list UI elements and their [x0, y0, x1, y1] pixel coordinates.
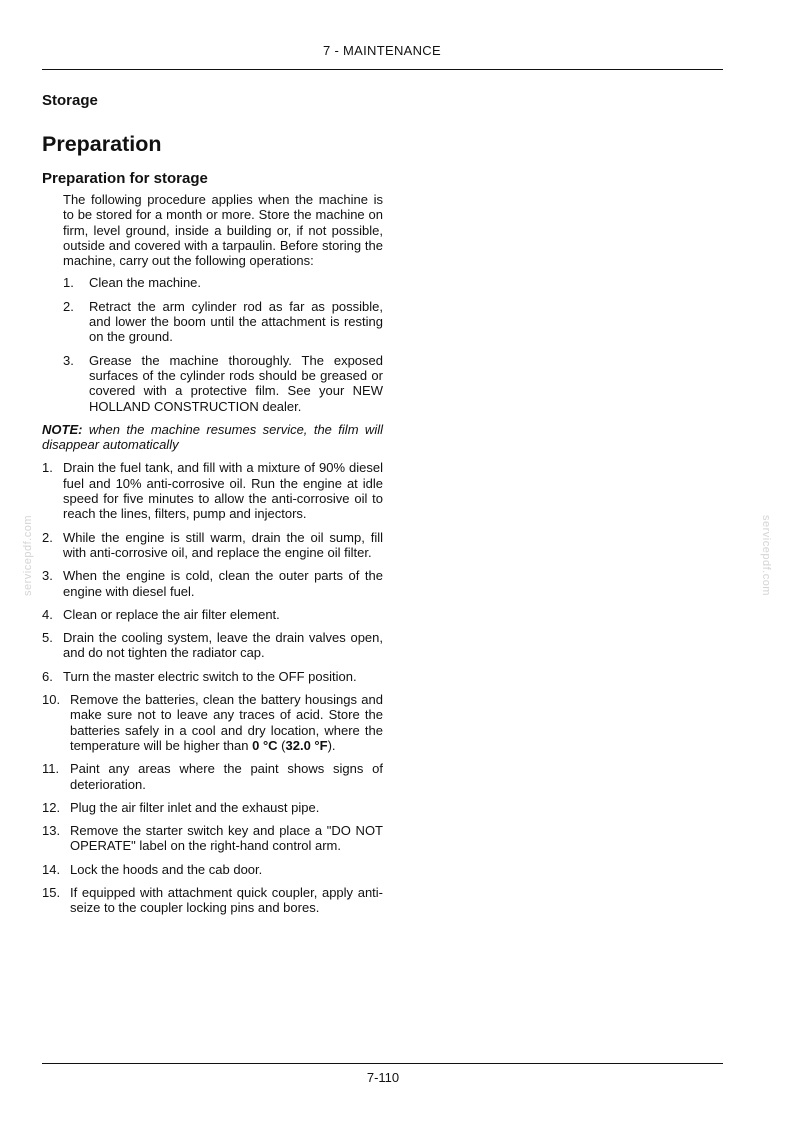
list-item [42, 800, 383, 815]
list-item-number: 11. [42, 761, 60, 777]
list-item-number: 12. [42, 799, 61, 815]
list-item-number: 5. [42, 630, 53, 646]
list-item [63, 353, 383, 414]
list-item-number: 2. [63, 298, 74, 314]
chapter-title: Preparation [42, 132, 162, 156]
list-item-text: If equipped with attachment quick coupler, apply anti-seize to the coupler locking pins and bores. [70, 884, 383, 916]
list-item-text: Plug the air filter inlet and the exhaust pipe. [70, 799, 320, 815]
note-text: when the machine resumes service, the film will disappear automatically [42, 421, 383, 453]
running-header: 7 - MAINTENANCE [323, 43, 441, 58]
intro-paragraph: The following procedure applies when the machine is to be stored for a month or more. Store the machine on firm, level ground, inside a building or, if not possible, outside and covered with a tarpaulin. Before storing the machine, carry out the following operations: [63, 192, 383, 269]
list-item [42, 630, 383, 661]
list-item [42, 823, 383, 854]
section-title: Storage [42, 92, 98, 109]
list-item-text: Turn the master electric switch to the OFF position. [63, 668, 357, 684]
list-item-number: 6. [42, 668, 53, 684]
paren-close: ). [327, 737, 336, 753]
list-item-text: Remove the starter switch key and place a "DO NOT OPERATE" label on the right-hand control arm. [70, 823, 383, 854]
list-item-number: 15. [42, 884, 61, 900]
list-item [42, 530, 383, 561]
page-content [42, 91, 383, 924]
list-item-number: 10. [42, 692, 61, 708]
list-item [42, 692, 383, 753]
list-item-number: 14. [42, 861, 61, 877]
list-item [63, 275, 383, 290]
list-item [42, 460, 383, 521]
list-item-number: 3. [42, 568, 53, 584]
list-item-text: Clean or replace the air filter element. [63, 606, 280, 622]
list-item-number: 4. [42, 606, 53, 622]
watermark-left: servicepdf.com [22, 515, 34, 596]
preparation-steps [63, 275, 383, 413]
list-item [42, 862, 383, 877]
list-item-number: 2. [42, 529, 53, 545]
list-item-text: Paint any areas where the paint shows signs of deterioration. [70, 761, 383, 792]
list-item-number: 1. [63, 275, 74, 291]
list-item-text: Grease the machine thoroughly. The exposed surfaces of the cylinder rods should be greased or covered with a protective film. See your NEW HOLLAND CONSTRUCTION dealer. [89, 352, 383, 414]
note [42, 422, 383, 453]
list-item-text: Drain the cooling system, leave the drain valves open, and do not tighten the radiator cap. [63, 630, 383, 661]
list-item-text: Clean the machine. [89, 275, 202, 291]
list-item-text: While the engine is still warm, drain the oil sump, fill with anti-corrosive oil, and replace the engine oil filter. [63, 529, 383, 560]
list-item [42, 761, 383, 792]
list-item-text: Retract the arm cylinder rod as far as possible, and lower the boom until the attachment is resting on the ground. [89, 298, 383, 345]
header-rule [42, 69, 723, 70]
list-item [42, 669, 383, 684]
list-item [42, 607, 383, 622]
subsection-title: Preparation for storage [42, 170, 208, 187]
list-item-number: 1. [42, 460, 53, 476]
list-item-text-main: Remove the batteries, clean the battery housings and make sure not to leave any traces of acid. Store the batteries safely in a cool and dry location, where the temperature will be higher than [70, 692, 383, 753]
list-item-text: Drain the fuel tank, and fill with a mixture of 90% diesel fuel and 10% anti-corrosive oil. Run the engine at idle speed for five minutes to allow the anti-corrosive oil to reach the lines, filters, pump and injectors. [63, 460, 383, 522]
footer-rule [42, 1063, 723, 1064]
temperature-fahrenheit: 32.0 °F [285, 737, 328, 753]
paren-open: ( [277, 737, 286, 753]
note-label: NOTE: [42, 421, 83, 437]
list-item [42, 885, 383, 916]
list-item [63, 299, 383, 345]
storage-steps [42, 460, 383, 915]
list-item-text: Lock the hoods and the cab door. [70, 861, 263, 877]
watermark-right: servicepdf.com [760, 515, 772, 596]
list-item [42, 568, 383, 599]
page-number: 7-110 [366, 1070, 400, 1085]
list-item-text: When the engine is cold, clean the outer parts of the engine with diesel fuel. [63, 568, 383, 599]
temperature-celsius: 0 °C [252, 737, 278, 753]
list-item-number: 13. [42, 823, 61, 839]
list-item-text [70, 692, 383, 753]
list-item-number: 3. [63, 352, 74, 368]
